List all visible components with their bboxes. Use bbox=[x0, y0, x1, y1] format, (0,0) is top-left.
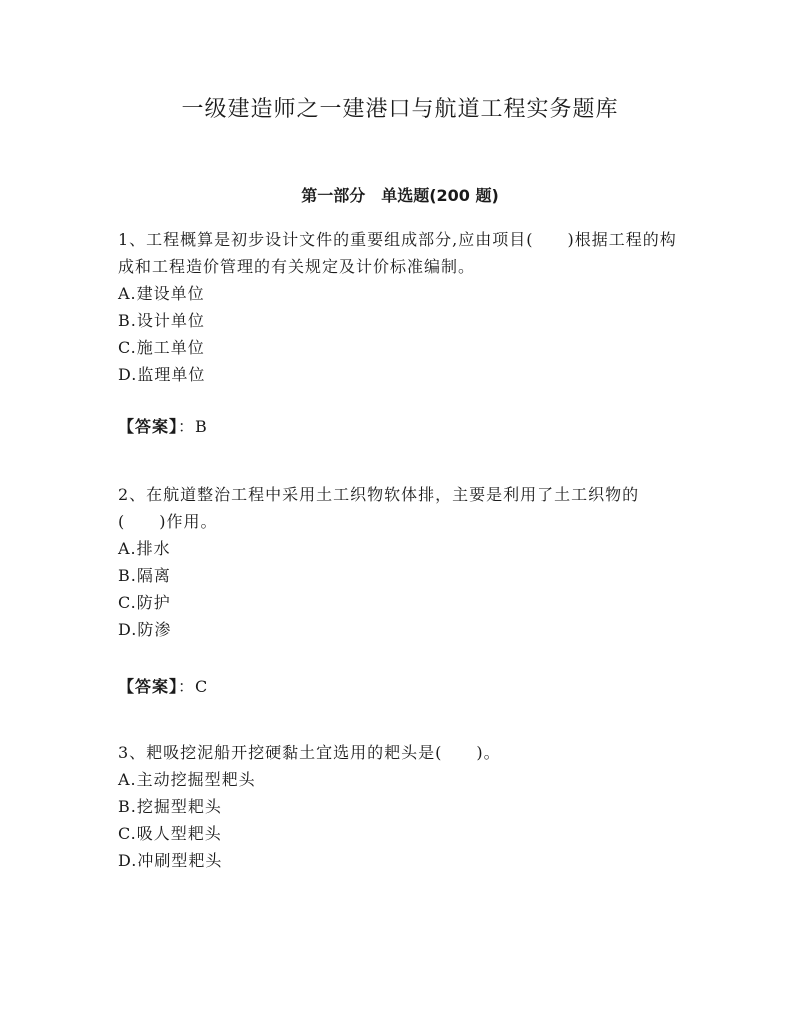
option-b: B.设计单位 bbox=[118, 311, 205, 330]
answer-value: B bbox=[195, 417, 208, 436]
document-title: 一级建造师之一建港口与航道工程实务题库 bbox=[181, 97, 619, 122]
question-1 bbox=[118, 226, 683, 388]
option-c: C.吸人型耙头 bbox=[118, 824, 222, 843]
option-b: B.挖掘型耙头 bbox=[118, 797, 222, 816]
option-d: D.监理单位 bbox=[118, 365, 206, 384]
option-a: A.主动挖掘型耙头 bbox=[118, 770, 256, 789]
answer-2 bbox=[118, 673, 208, 700]
section-title: 第一部分 单选题(200 题) bbox=[301, 186, 499, 205]
option-b: B.隔离 bbox=[118, 566, 171, 585]
answer-1 bbox=[118, 413, 208, 440]
question-stem: 3、耙吸挖泥船开挖硬黏土宜选用的耙头是( )。 bbox=[118, 743, 501, 762]
option-c: C.施工单位 bbox=[118, 338, 205, 357]
option-a: A.建设单位 bbox=[118, 284, 205, 303]
question-stem: 2、在航道整治工程中采用土工织物软体排，主要是利用了土工织物的( )作用。 bbox=[118, 485, 640, 531]
question-3 bbox=[118, 739, 683, 874]
option-d: D.冲刷型耙头 bbox=[118, 851, 223, 870]
option-a: A.排水 bbox=[118, 539, 171, 558]
answer-separator: ： bbox=[178, 677, 196, 696]
answer-value: C bbox=[195, 677, 209, 696]
answer-label: 【答案】 bbox=[118, 677, 179, 696]
answer-label: 【答案】 bbox=[118, 417, 179, 436]
question-stem: 1、工程概算是初步设计文件的重要组成部分,应由项目( )根据工程的构成和工程造价管理的有关规定及计价标准编制。 bbox=[118, 230, 677, 276]
option-d: D.防渗 bbox=[118, 620, 172, 639]
answer-separator: ： bbox=[178, 417, 196, 436]
question-2 bbox=[118, 481, 683, 643]
option-c: C.防护 bbox=[118, 593, 171, 612]
